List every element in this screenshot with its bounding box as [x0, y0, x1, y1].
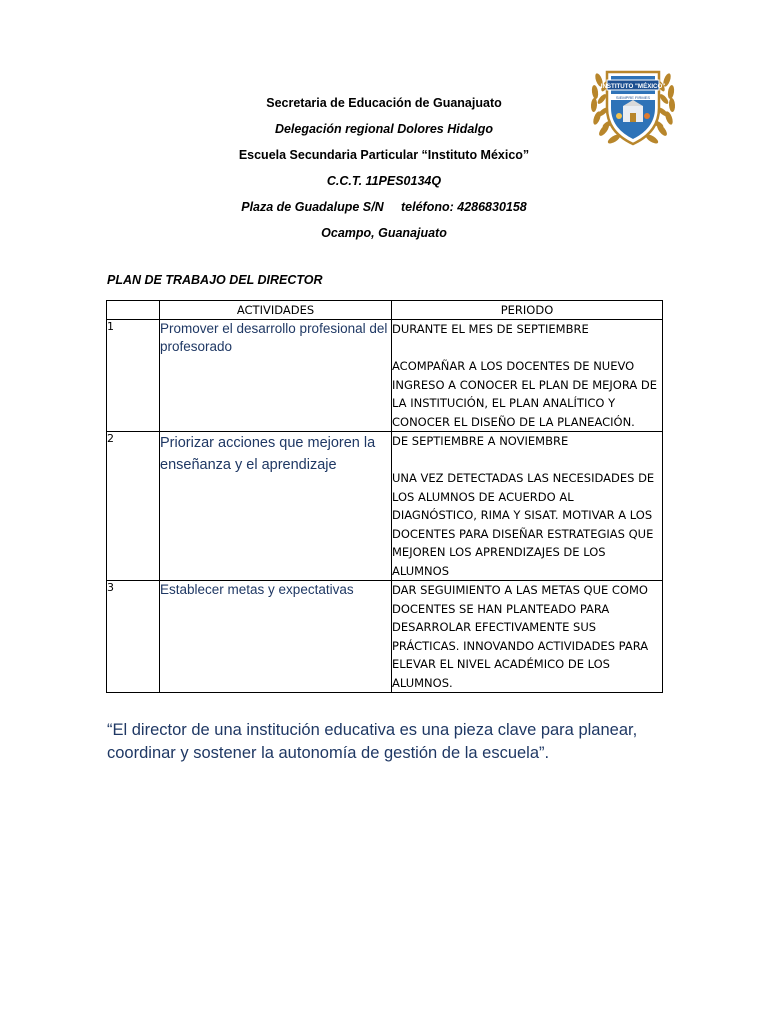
activity-cell — [160, 581, 392, 693]
table-row — [107, 432, 663, 581]
activity-cell — [160, 320, 392, 432]
activity-text: Promover el desarrollo profesional del profesorado — [160, 321, 388, 354]
period-cell — [392, 432, 663, 581]
column-header-periodo: PERIODO — [392, 301, 663, 320]
header-escuela: Escuela Secundaria Particular “Instituto México” — [238, 148, 530, 162]
table-row — [107, 581, 663, 693]
table-row — [107, 320, 663, 432]
director-quote: “El director de una institución educativa es una pieza clave para planear, coordinar y sostener la autonomía de gestión de la escuela”. — [107, 721, 638, 762]
school-logo — [585, 58, 681, 154]
column-header-number — [107, 301, 160, 320]
row-number: 1 — [107, 320, 160, 432]
plan-title: PLAN DE TRABAJO DEL DIRECTOR — [107, 273, 323, 287]
activity-text: Priorizar acciones que mejoren la enseñanza y el aprendizaje — [160, 435, 376, 473]
letterhead — [150, 90, 618, 246]
header-secretaria: Secretaria de Educación de Guanajuato — [266, 96, 502, 110]
period-cell — [392, 320, 663, 432]
header-city: Ocampo, Guanajuato — [321, 226, 447, 240]
period-title: DE SEPTIEMBRE A NOVIEMBRE — [392, 434, 569, 448]
activity-text: Establecer metas y expectativas — [160, 582, 354, 597]
laurel-shield-icon — [585, 58, 681, 154]
period-description: ACOMPAÑAR A LOS DOCENTES DE NUEVO INGRESO A CONOCER EL PLAN DE MEJORA DE LA INSTITUCIÓN, EL PLAN ANALÍTICO Y CONOCER EL DISEÑO DE LA PLANEACIÓN. — [392, 359, 658, 429]
period-description: DAR SEGUIMIENTO A LAS METAS QUE COMO DOCENTES SE HAN PLANTEADO PARA DESARROLAR EFECTIVAMENTE SUS PRÁCTICAS. INNOVANDO ACTIVIDADES PARA ELEVAR EL NIVEL ACADÉMICO DE LOS ALUMNOS. — [392, 583, 649, 690]
header-cct: C.C.T. 11PES0134Q — [326, 174, 442, 188]
column-header-actividades: ACTIVIDADES — [160, 301, 392, 320]
row-number: 2 — [107, 432, 160, 581]
period-cell — [392, 581, 663, 693]
header-address: Plaza de Guadalupe S/N teléfono: 4286830158 — [241, 200, 527, 214]
logo-banner-text: INSTITUTO "MÉXICO" — [600, 83, 666, 90]
header-delegacion: Delegación regional Dolores Hidalgo — [274, 122, 494, 136]
table-header-row — [107, 301, 663, 320]
period-title: DURANTE EL MES DE SEPTIEMBRE — [392, 322, 589, 336]
logo-motto-text: SIEMPRE FIRMES — [615, 95, 651, 100]
row-number: 3 — [107, 581, 160, 693]
activity-cell — [160, 432, 392, 581]
period-description: UNA VEZ DETECTADAS LAS NECESIDADES DE LOS ALUMNOS DE ACUERDO AL DIAGNÓSTICO, RIMA Y SISAT. MOTIVAR A LOS DOCENTES PARA DISEÑAR ESTRATEGIAS QUE MEJOREN LOS APRENDIZAJES DE LOS ALUMNOS — [392, 471, 655, 578]
activities-table — [106, 300, 663, 693]
